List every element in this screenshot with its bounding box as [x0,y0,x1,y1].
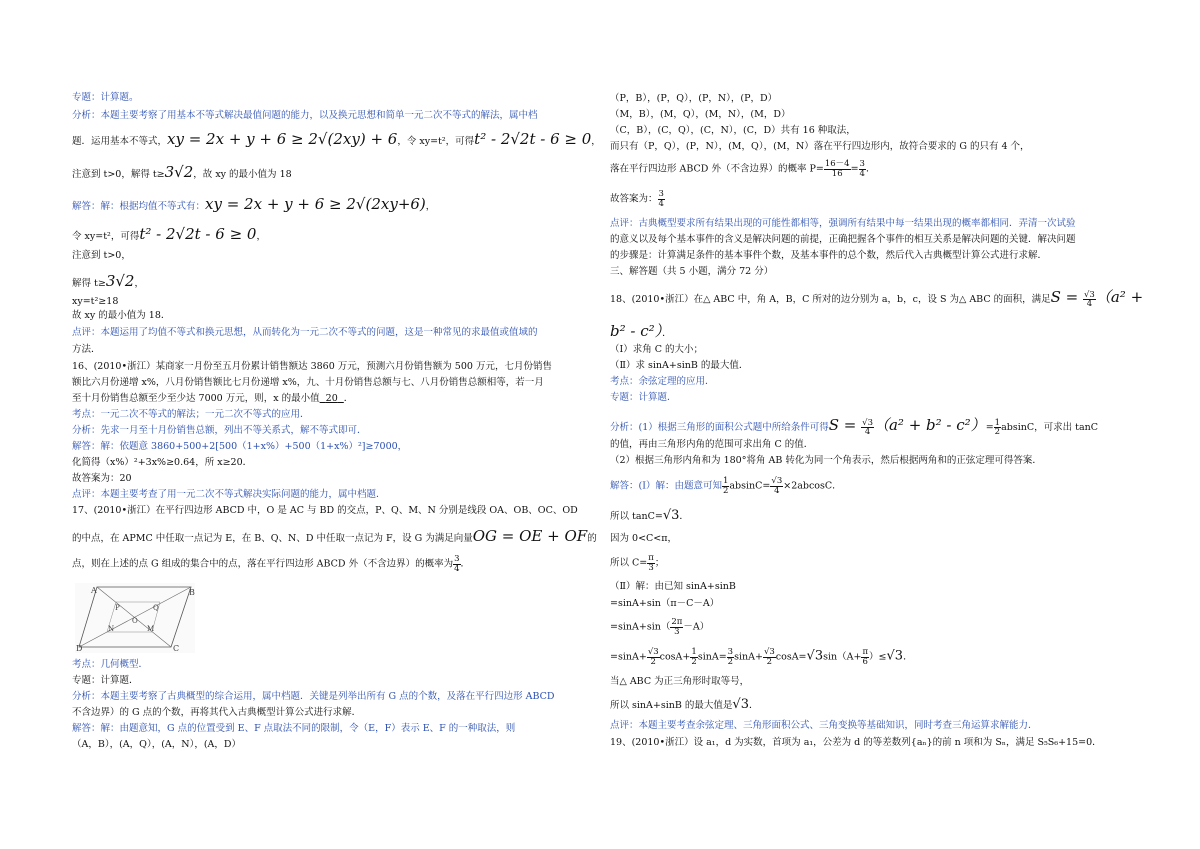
text-line: （Ⅰ）求角 C 的大小； [610,344,704,355]
text-line: 故 xy 的最小值为 18． [72,310,171,321]
solution-line: 解答：解：根据均值不等式有：xy = 2x + y + 6 ≥ 2√(2xy+6)， [72,195,436,213]
text-line: 注意到 t>0，解得 t≥3√2，故 xy 的最小值为 18 [72,163,292,181]
text-line: =sinA+sin（ $\frac{2\pi}{3}$ －A） [610,617,710,637]
label-Q: Q [153,604,159,612]
analysis-line: 分析：先求一月至十月份销售总额，列出不等关系式，解不等式即可． [72,425,367,436]
text-line: 所以 C= $\frac{\pi}{3}$ ； [610,553,665,573]
solution-line: 解答：解：依题意 3860+500+2[500（1+x%）+500（1+x%）²]≥7000， [72,441,408,452]
problem-16: 16、(2010•浙江）某商家一月份至五月份累计销售额达 3860 万元，预测六月份销售额为 500 万元，七月份销售 [72,361,552,372]
comment-line: 点评：古典概型要求所有结果出现的可能性都相等，强调所有结果中每一结果出现的概率都相同．弄清一次试验 [610,218,1076,229]
text-line: （P，B），(P，Q），(P，N），(P，D） [610,93,778,104]
text-line: 解得 t≥3√2， [72,272,144,290]
text-line: 额比六月份递增 x%，八月份销售额比七月份递增 x%，九、十月份销售总额与七、八月份销售总额相等，若一月 [72,377,544,388]
label-N: N [108,625,115,633]
answer-blank: 20 [325,393,338,404]
label-O: O [132,617,138,625]
text-line: =sinA+ $\frac{√3}{2}$ cosA+ $\frac{1}{2}$ sinA= $\frac{3}{2}$ sinA+ $\frac{√3}{2}$ cosA=√3sin（A+ $\frac{\pi}{6}$ ）≤√3． [610,647,913,667]
topic-line: 考点：余弦定理的应用． [610,376,715,387]
text-line: =sinA+sin（π－C－A） [610,598,720,609]
text-line: 故答案为：20 [72,473,132,484]
analysis-line: 题．运用基本不等式，xy = 2x + y + 6 ≥ 2√(2xy) + 6，令 xy=t²，可得t² - 2√2t - 6 ≥ 0， [72,130,601,148]
text-line: 当△ ABC 为正三角形时取等号， [610,676,750,687]
text-line: 至十月份销售总额至少至少达 7000 万元，则，x 的最小值 20 ． [72,393,354,404]
analysis-line: 分析：(1）根据三角形的面积公式题中所给条件可得S = $\frac{√3}{4}$ （a² + b² - c²）= $\frac{1}{2}$ absinC，可求出 tanC [610,416,1099,437]
label-D: D [76,644,83,653]
text-line: 而只有（P，Q），(P，N），(M，Q），(M，N）落在平行四边形内，故符合要求的 G 的只有 4 个， [610,141,1030,152]
problem-18: 18、(2010•浙江）在△ ABC 中，角 A，B，C 所对的边分别为 a，b，c，设 S 为△ ABC 的面积，满足S = $\frac{√3}{4}$ （a² + [610,288,1144,309]
text-line: 的意义以及每个基本事件的含义是解决问题的前提，正确把握各个事件的相互关系是解决问题的关键．解决问题 [610,234,1076,245]
text-line: 的值，再由三角形内角的范围可求出角 C 的值． [610,439,814,450]
label-B: B [189,588,195,597]
problem-17: 17、(2010•浙江）在平行四边形 ABCD 中，O 是 AC 与 BD 的交点，P、Q、M、N 分别是线段 OA、OB、OC、OD [72,505,578,516]
topic-line: 考点：一元二次不等式的解法；一元二次不等式的应用． [72,409,310,420]
text-line: （A，B），(A，Q），(A，N），(A，D） [72,739,242,750]
text-line: 落在平行四边形 ABCD 外（不含边界）的概率 P= $\frac{16-4}{16}$ = $\frac{3}{4}$ ． [610,159,876,179]
parallelogram-figure [75,583,195,653]
comment-line: 点评：本题运用了均值不等式和换元思想，从而转化为一元二次不等式的问题，这是一种常见的求最值或值域的 [72,327,538,338]
text-line: 的中点，在 APMC 中任取一点记为 E，在 B、Q、N、D 中任取一点记为 F，设 G 为满足向量OG = OE + OF的 [72,527,597,545]
label-C: C [173,644,180,653]
analysis-line: 分析：本题主要考察了古典概型的综合运用，属中档题．关键是列举出所有 G 点的个数，及落在平行四边形 ABCD [72,691,555,702]
topic-line: 专题：计算题． [610,392,677,403]
text-line: 点，则在上述的点 G 组成的集合中的点，落在平行四边形 ABCD 外（不含边界）的概率为 $\frac{3}{4}$ ． [72,554,471,574]
topic-line: 专题：计算题。 [72,92,139,103]
analysis-line: 分析：本题主要考察了用基本不等式解决最值问题的能力，以及换元思想和简单一元二次不等式的解法，属中档 [72,110,538,121]
text-line: （Ⅱ）求 sinA+sinB 的最大值． [610,360,749,371]
text-line: 化简得（x%）²+3x%≥0.64，所 x≥20． [72,457,253,468]
text-line: （C，B），(C，Q），(C，N），(C，D）共有 16 种取法， [610,125,856,136]
problem-19: 19、(2010•浙江）设 a₁，d 为实数，首项为 a₁，公差为 d 的等差数列{aₙ}的前 n 项和为 Sₙ，满足 S₅S₆+15=0． [610,737,1102,748]
comment-line: 点评：本题主要考查余弦定理、三角形面积公式、三角变换等基础知识，同时考查三角运算求解能力． [610,720,1038,731]
text-line: 的步骤是：计算满足条件的基本事件个数，及基本事件的总个数，然后代入古典概型计算公式进行求解． [610,250,1048,261]
label-M: M [147,625,155,633]
text-line: 方法． [72,344,101,355]
text-line: xy=t²≥18 [72,296,119,307]
text-line: 注意到 t>0， [72,250,131,261]
solution-line: 解答：(Ⅰ）解：由题意可知 $\frac{1}{2}$ absinC= $\frac{√3}{4}$ ×2abcosC． [610,476,842,496]
section-heading: 三、解答题（共 5 小题，满分 72 分） [610,266,774,277]
label-P: P [115,604,120,612]
text-line: 所以 sinA+sinB 的最大值是√3． [610,697,759,712]
text-line: （2）根据三角形内角和为 180°将角 AB 转化为同一个角表示，然后根据两角和的正弦定理可得答案． [610,455,1042,466]
text-line: 故答案为： $\frac{3}{4}$ [610,189,664,209]
text-line: b² - c²）． [610,322,672,340]
topic-line: 考点：几何概型． [72,659,149,670]
comment-line: 点评：本题主要考查了用一元二次不等式解决实际问题的能力，属中档题． [72,489,386,500]
text-line: 不含边界）的 G 点的个数，再将其代入古典概型计算公式进行求解． [72,707,362,718]
text-line: 所以 tanC=√3． [610,508,689,523]
topic-line: 专题：计算题． [72,675,139,686]
solution-line: 解答：解：由题意知，G 点的位置受到 E、F 点取法不同的限制，令（E，F）表示 E、F 的一种取法，则 [72,723,516,734]
text-line: 因为 0<C<π， [610,533,677,544]
label-A: A [91,586,97,595]
text-line: （M，B），(M，Q），(M，N），(M，D） [610,109,791,120]
text-line: （Ⅱ）解：由已知 sinA+sinB [610,581,736,592]
text-line: 令 xy=t²，可得t² - 2√2t - 6 ≥ 0， [72,225,266,243]
